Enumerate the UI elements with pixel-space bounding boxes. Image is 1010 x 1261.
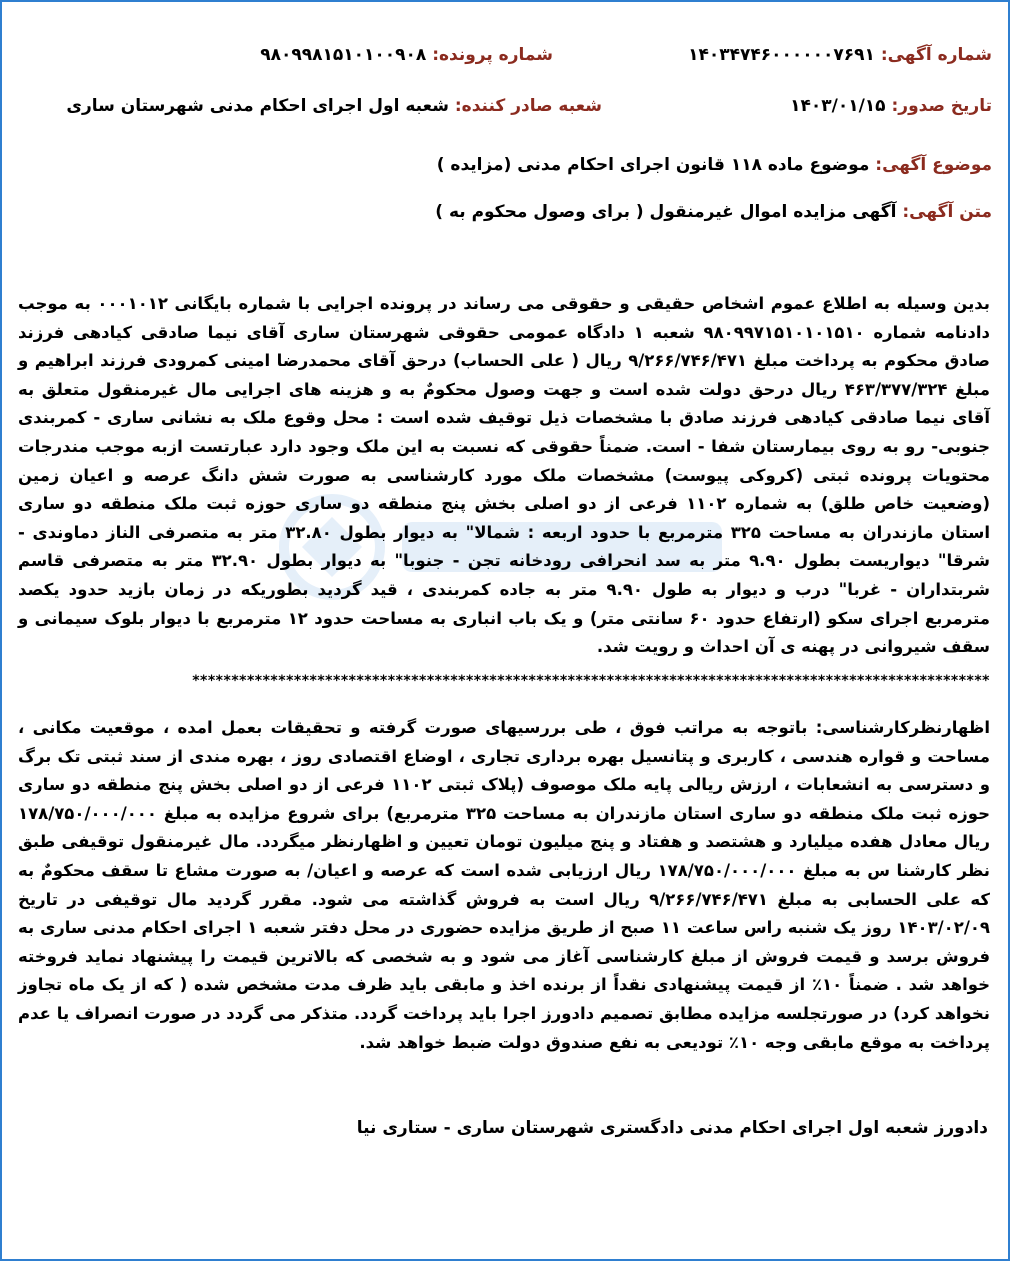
- notice-title: آگهی مزایده اموال غیرمنقول ( برای وصول محکوم به ): [435, 202, 897, 222]
- subject: موضوع ماده ۱۱۸ قانون اجرای احکام مدنی (مزایده ): [436, 155, 870, 175]
- issuer: شعبه اول اجرای احکام مدنی شهرستان ساری: [66, 96, 449, 116]
- notice-page: [2, 2, 1006, 1257]
- paragraph-property-description: بدین وسیله به اطلاع عموم اشخاص حقیقی و حقوقی می رساند در پرونده اجرایی با شماره بایگانی ۰۰۰۱۰۱۲ به موجب دادنامه شماره ۹۸۰۹۹۷۱۵۱۰۱۰۱۵۱۰ شعبه ۱ دادگاه عمومی حقوقی شهرستان ساری آقای نیما صادقی کیادهی فرزند صادق محکوم به پرداخت مبلغ ۹/۲۶۶/۷۴۶/۴۷۱ ریال ( علی الحساب) درحق آقای محمدرضا امینی کمرودی فرزند ابراهیم و مبلغ ۴۶۳/۳۷۷/۳۲۴ ریال درحق دولت شده است و جهت وصول محکومٌ به و هزینه های اجرایی مال غیرمنقول متعلق به آقای نیما صادقی کیادهی فرزند صادق با مشخصات ذیل توقیف شده است : محل وقوع ملک به نشانی ساری - کمربندی جنوبی- رو به روی بیمارستان شفا - است. ضمناً حقوقی که نسبت به این ملک وجود دارد عبارتست ازبه موجب مندرجات محتویات پرونده ثبتی (کروکی پیوست) مشخصات ملک مورد کارشناسی به صورت شش دانگ عرصه و اعیان زمین (وضعیت خاص طلق) به شماره ۱۱۰۲ فرعی از دو اصلی بخش پنج منطقه دو ساری حوزه ثبت ملک منطقه دو ساری استان مازندران به مساحت ۳۲۵ مترمربع با حدود اربعه : شمالا" به دیوار بطول ۳۲.۸۰ متر به متصرفی الناز دماوندی - شرقا" دیواریست بطول ۹.۹۰ متر به سد انحرافی رودخانه تجن - جنوبا" به دیوار بطول ۳۲.۹۰ متر به متصرفی قاسم شربتداران - غربا" درب و دیوار به طول ۹.۹۰ متر به جاده کمربندی ، قید گردید بطوریکه در زمان بازید حدود یکصد مترمربع اجرای سکو (ارتفاع حدود ۶۰ سانتی متر) و یک باب انباری به مساحت حدود ۱۲ مترمربع با دیوار بلوک سیمانی و سقف شیروانی در پهنه ی آن احداث و رویت شد.: [18, 294, 991, 657]
- text-label: متن آگهی:: [902, 202, 992, 222]
- case-number-label: شماره پرونده:: [432, 45, 553, 65]
- subject-label: موضوع آگهی:: [875, 155, 992, 175]
- notice-title-field: [435, 202, 992, 222]
- notice-number: ۱۴۰۳۴۷۴۶۰۰۰۰۰۰۷۶۹۱: [688, 45, 875, 65]
- issuer-label: شعبه صادر کننده:: [454, 96, 602, 116]
- issue-date-field: [790, 96, 992, 116]
- notice-number-label: شماره آگهی:: [880, 45, 992, 65]
- issue-date: ۱۴۰۳/۰۱/۱۵: [790, 96, 886, 116]
- paragraph-expert-opinion: اظهارنظرکارشناسی: باتوجه به مراتب فوق ، طی بررسیهای صورت گرفته و تحقیقات بعمل امده ، موقعیت مکانی ، مساحت و قواره هندسی ، کاربری و پتانسیل بهره برداری تجاری ، اوضاع اقتصادی روز ، بهره مندی از سند ثبتی تک برگ و دسترسی به انشعابات ، ارزش ریالی پایه ملک موصوف (پلاک ثبتی ۱۱۰۲ فرعی از دو اصلی بخش پنج منطقه دو ساری حوزه ثبت ملک منطقه دو ساری استان مازندران به مساحت ۳۲۵ مترمربع) برای شروع مزایده به مبلغ ۱۷۸/۷۵۰/۰۰۰/۰۰۰ ریال معادل هفده میلیارد و هشتصد و هفتاد و پنج میلیون تومان تعیین و اظهارنظر میگردد. مال غیرمنقول توقیفی طبق نظر کارشنا س به مبلغ ۱۷۸/۷۵۰/۰۰۰/۰۰۰ ریال ارزیابی شده است که عرصه و اعیان/ به صورت مشاع تا سقف محکومٌ به که علی الحسابی به مبلغ ۹/۲۶۶/۷۴۶/۴۷۱ ریال است به فروش گذاشته می شود. مقرر گردید مال توقیفی در تاریخ ۱۴۰۳/۰۲/۰۹ روز یک شنبه راس ساعت ۱۱ صبح از طریق مزایده حضوری در محل دفتر شعبه ۱ اجرای احکام مدنی ساری به فروش برسد و قیمت فروش از مبلغ کارشناسی آغاز می شود و به شخصی که بالاترین قیمت را پیشنهاد نماید فروخته خواهد شد . ضمناً ۱۰٪ از قیمت پیشنهادی نقداً از برنده اخذ و مابقی باید ظرف مدت مشخص شده ( که از یک ماه تجاوز نخواهد کرد) در صورتجلسه مزایده مطابق تصمیم دادورز اجرا باید پرداخت گردد. متذکر می گردد در صورت انصراف یا عدم پرداخت به موقع مابقی وجه ۱۰٪ تودیعی به نفع صندوق دولت ضبط خواهد شد.: [18, 718, 991, 1052]
- case-number: ۹۸۰۹۹۸۱۵۱۰۱۰۰۹۰۸: [260, 45, 427, 65]
- issuer-field: [66, 96, 602, 116]
- signature: دادورز شعبه اول اجرای احکام مدنی دادگستری شهرستان ساری - ستاری نیا: [356, 1118, 988, 1138]
- separator-line: ******************************************************************************************************: [192, 673, 990, 689]
- notice-number-field: [688, 45, 992, 65]
- case-number-field: [260, 45, 553, 65]
- subject-field: [437, 155, 992, 175]
- issue-date-label: تاریخ صدور:: [891, 96, 992, 116]
